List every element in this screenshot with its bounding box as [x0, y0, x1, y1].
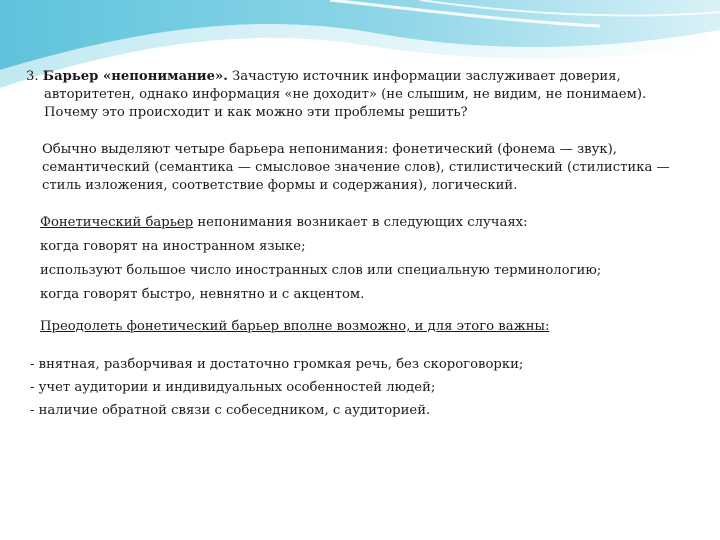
phonetic-barrier-intro: [40, 214, 696, 232]
slide-text-body: [26, 68, 696, 425]
overcome-heading: Преодолеть фонетический барьер вполне возможно, и для этого важны:: [40, 319, 550, 334]
intro-text: Зачастую источник информации заслуживает доверия, авторитетен, однако информация «не доходит» (не слышим, не видим, не понимаем). Почему это происходит и как можно эти проблемы решить?: [44, 69, 647, 120]
list-item: - наличие обратной связи с собеседником, с аудиторией.: [30, 403, 431, 418]
list-item: используют большое число иностранных слов или специальную терминологию;: [40, 263, 602, 278]
phonetic-barrier-rest: непонимания возникает в следующих случаях:: [197, 215, 528, 230]
list-item: когда говорят на иностранном языке;: [40, 239, 306, 254]
list-item: - внятная, разборчивая и достаточно громкая речь, без скороговорки;: [30, 357, 524, 372]
barrier-heading: Барьер «непонимание».: [42, 69, 228, 84]
list-item: когда говорят быстро, невнятно и с акцентом.: [40, 287, 365, 302]
barrier-types-paragraph: Обычно выделяют четыре барьера непонимания: фонетический (фонема — звук), семантический (семантика — смысловое значение слов), стилистический (стилистика — стиль изложения, соответствие формы и содержания), логический.: [42, 142, 670, 193]
overcome-list: [26, 356, 696, 420]
list-item: - учет аудитории и индивидуальных особенностей людей;: [30, 380, 436, 395]
phonetic-barrier-term: Фонетический барьер: [40, 215, 194, 230]
phonetic-barrier-block: [26, 214, 696, 304]
item-number: 3.: [26, 69, 39, 84]
intro-paragraph: [26, 68, 696, 122]
